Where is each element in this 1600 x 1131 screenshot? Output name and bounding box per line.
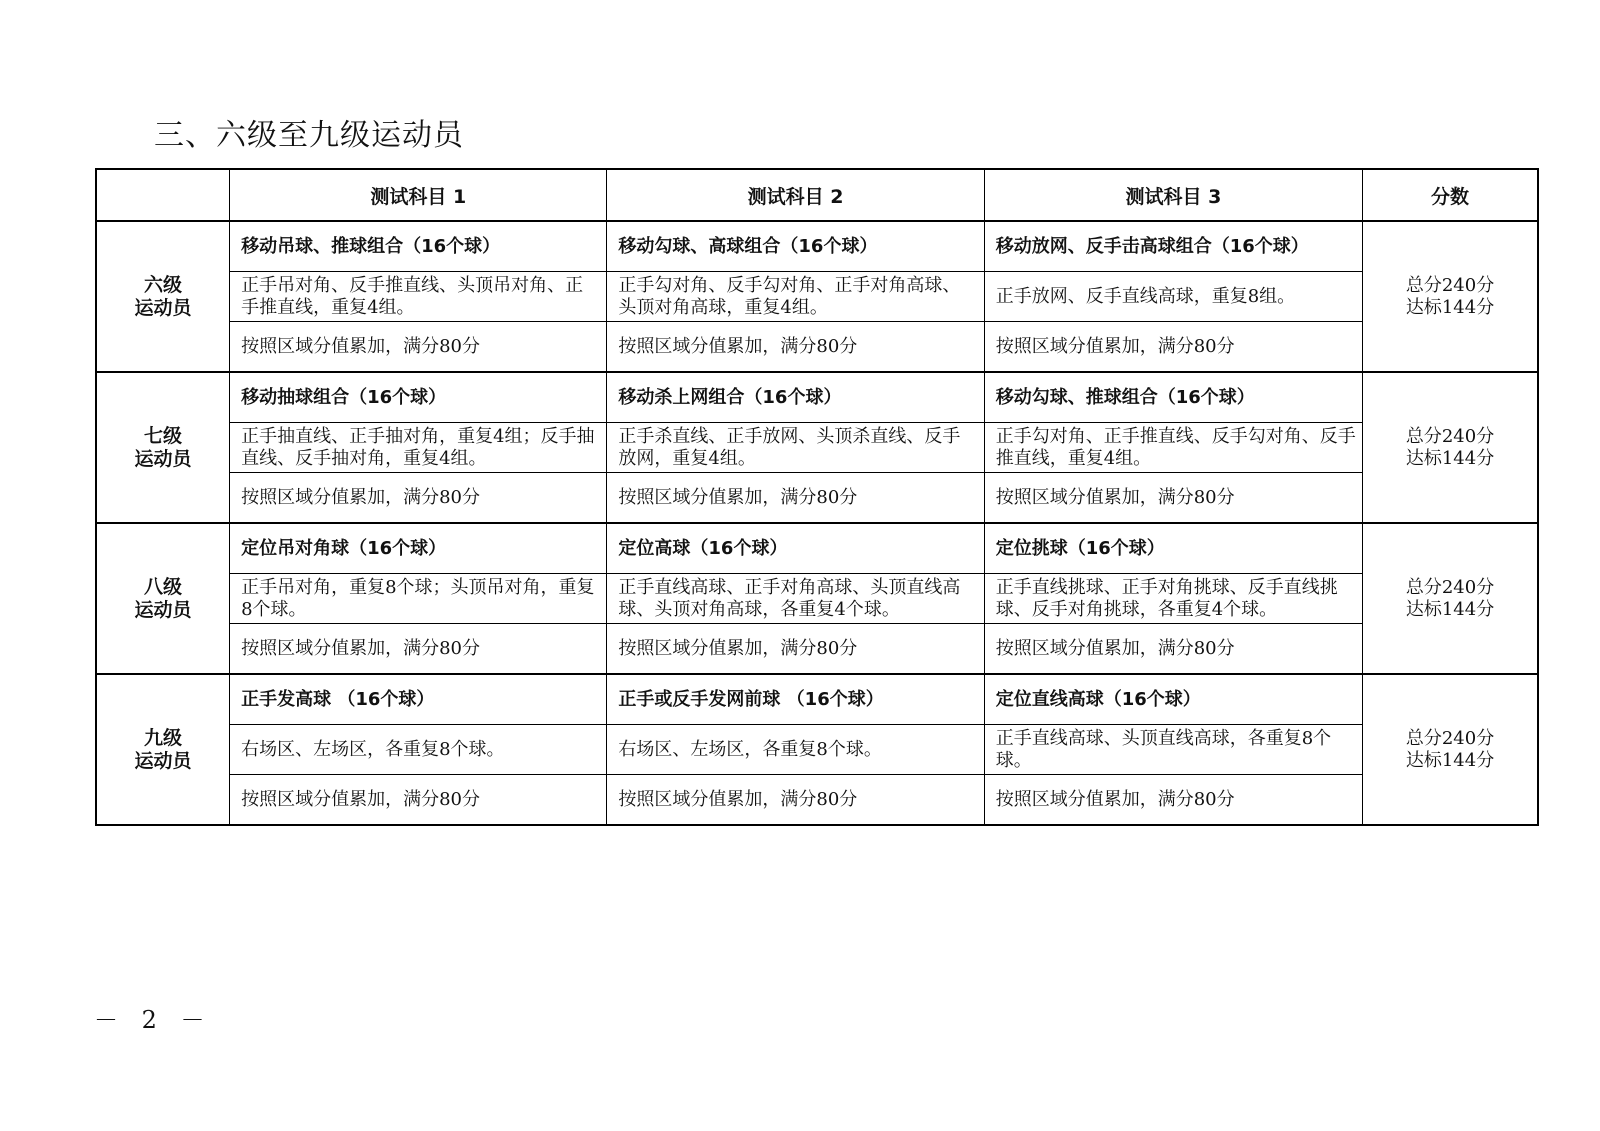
test-detail: 正手放网、反手直线高球，重复8组。	[984, 272, 1362, 322]
test-title: 定位高球（16个球）	[607, 523, 984, 574]
test-detail: 正手勾对角、正手推直线、反手勾对角、反手推直线，重复4组。	[984, 423, 1362, 473]
table-row	[96, 523, 1538, 574]
test-detail: 正手直线高球、头顶直线高球，各重复8个球。	[984, 725, 1362, 775]
test-title: 定位挑球（16个球）	[984, 523, 1362, 574]
test-title: 正手或反手发网前球 （16个球）	[607, 674, 984, 725]
score-pass: 达标144分	[1405, 749, 1495, 771]
test-scoring: 按照区域分值累加，满分80分	[607, 473, 984, 524]
test-detail: 正手杀直线、正手放网、头顶杀直线、反手放网，重复4组。	[607, 423, 984, 473]
level-label	[96, 523, 230, 674]
score-total: 总分240分	[1405, 727, 1495, 749]
level-label-line2: 运动员	[134, 447, 192, 470]
test-detail: 正手勾对角、反手勾对角、正手对角高球、头顶对角高球，重复4组。	[607, 272, 984, 322]
score-cell	[1363, 674, 1538, 825]
table-row	[96, 574, 1538, 624]
level-label-line1: 九级	[144, 726, 183, 749]
test-scoring: 按照区域分值累加，满分80分	[607, 322, 984, 373]
header-corner	[96, 169, 230, 221]
test-title: 正手发高球 （16个球）	[230, 674, 607, 725]
test-scoring: 按照区域分值累加，满分80分	[607, 775, 984, 826]
test-scoring: 按照区域分值累加，满分80分	[230, 322, 607, 373]
test-scoring: 按照区域分值累加，满分80分	[984, 775, 1362, 826]
test-items-table	[95, 168, 1539, 826]
test-detail: 正手吊对角、反手推直线、头顶吊对角、正手推直线，重复4组。	[230, 272, 607, 322]
test-scoring: 按照区域分值累加，满分80分	[230, 775, 607, 826]
header-test-3: 测试科目 3	[984, 169, 1362, 221]
test-title: 定位直线高球（16个球）	[984, 674, 1362, 725]
score-cell	[1363, 372, 1538, 523]
test-scoring: 按照区域分值累加，满分80分	[984, 473, 1362, 524]
test-title: 移动勾球、推球组合（16个球）	[984, 372, 1362, 423]
page-number: － 2 －	[94, 1006, 213, 1034]
level-label	[96, 674, 230, 825]
test-detail: 右场区、左场区，各重复8个球。	[607, 725, 984, 775]
header-score: 分数	[1363, 169, 1538, 221]
test-title: 移动吊球、推球组合（16个球）	[230, 221, 607, 272]
test-scoring: 按照区域分值累加，满分80分	[230, 624, 607, 675]
table-row	[96, 624, 1538, 675]
test-detail: 正手吊对角，重复8个球；头顶吊对角，重复8个球。	[230, 574, 607, 624]
level-label-line1: 七级	[144, 424, 183, 447]
score-pass: 达标144分	[1405, 296, 1495, 318]
level-label-line2: 运动员	[134, 749, 192, 772]
table-row	[96, 725, 1538, 775]
level-label-line2: 运动员	[134, 296, 192, 319]
test-title: 移动勾球、高球组合（16个球）	[607, 221, 984, 272]
table-row	[96, 423, 1538, 473]
section-heading: 三、六级至九级运动员	[154, 118, 464, 153]
table-row	[96, 272, 1538, 322]
test-scoring: 按照区域分值累加，满分80分	[984, 624, 1362, 675]
header-test-1: 测试科目 1	[230, 169, 607, 221]
table-row	[96, 473, 1538, 524]
score-cell	[1363, 221, 1538, 372]
level-label-line1: 六级	[144, 273, 183, 296]
table-header-row	[96, 169, 1538, 221]
test-detail: 正手直线高球、正手对角高球、头顶直线高球、头顶对角高球，各重复4个球。	[607, 574, 984, 624]
level-label-line2: 运动员	[134, 598, 192, 621]
test-title: 定位吊对角球（16个球）	[230, 523, 607, 574]
test-title: 移动放网、反手击高球组合（16个球）	[984, 221, 1362, 272]
test-detail: 正手抽直线、正手抽对角，重复4组；反手抽直线、反手抽对角，重复4组。	[230, 423, 607, 473]
score-total: 总分240分	[1405, 274, 1495, 296]
test-scoring: 按照区域分值累加，满分80分	[230, 473, 607, 524]
score-total: 总分240分	[1405, 576, 1495, 598]
score-pass: 达标144分	[1405, 598, 1495, 620]
header-test-2: 测试科目 2	[607, 169, 984, 221]
level-label	[96, 221, 230, 372]
table-row	[96, 221, 1538, 272]
score-pass: 达标144分	[1405, 447, 1495, 469]
table-row	[96, 322, 1538, 373]
level-label-line1: 八级	[144, 575, 183, 598]
table-row	[96, 775, 1538, 826]
score-total: 总分240分	[1405, 425, 1495, 447]
level-label	[96, 372, 230, 523]
table-row	[96, 674, 1538, 725]
test-title: 移动抽球组合（16个球）	[230, 372, 607, 423]
score-cell	[1363, 523, 1538, 674]
test-detail: 右场区、左场区，各重复8个球。	[230, 725, 607, 775]
test-scoring: 按照区域分值累加，满分80分	[984, 322, 1362, 373]
test-detail: 正手直线挑球、正手对角挑球、反手直线挑球、反手对角挑球，各重复4个球。	[984, 574, 1362, 624]
table-row	[96, 372, 1538, 423]
test-title: 移动杀上网组合（16个球）	[607, 372, 984, 423]
test-scoring: 按照区域分值累加，满分80分	[607, 624, 984, 675]
